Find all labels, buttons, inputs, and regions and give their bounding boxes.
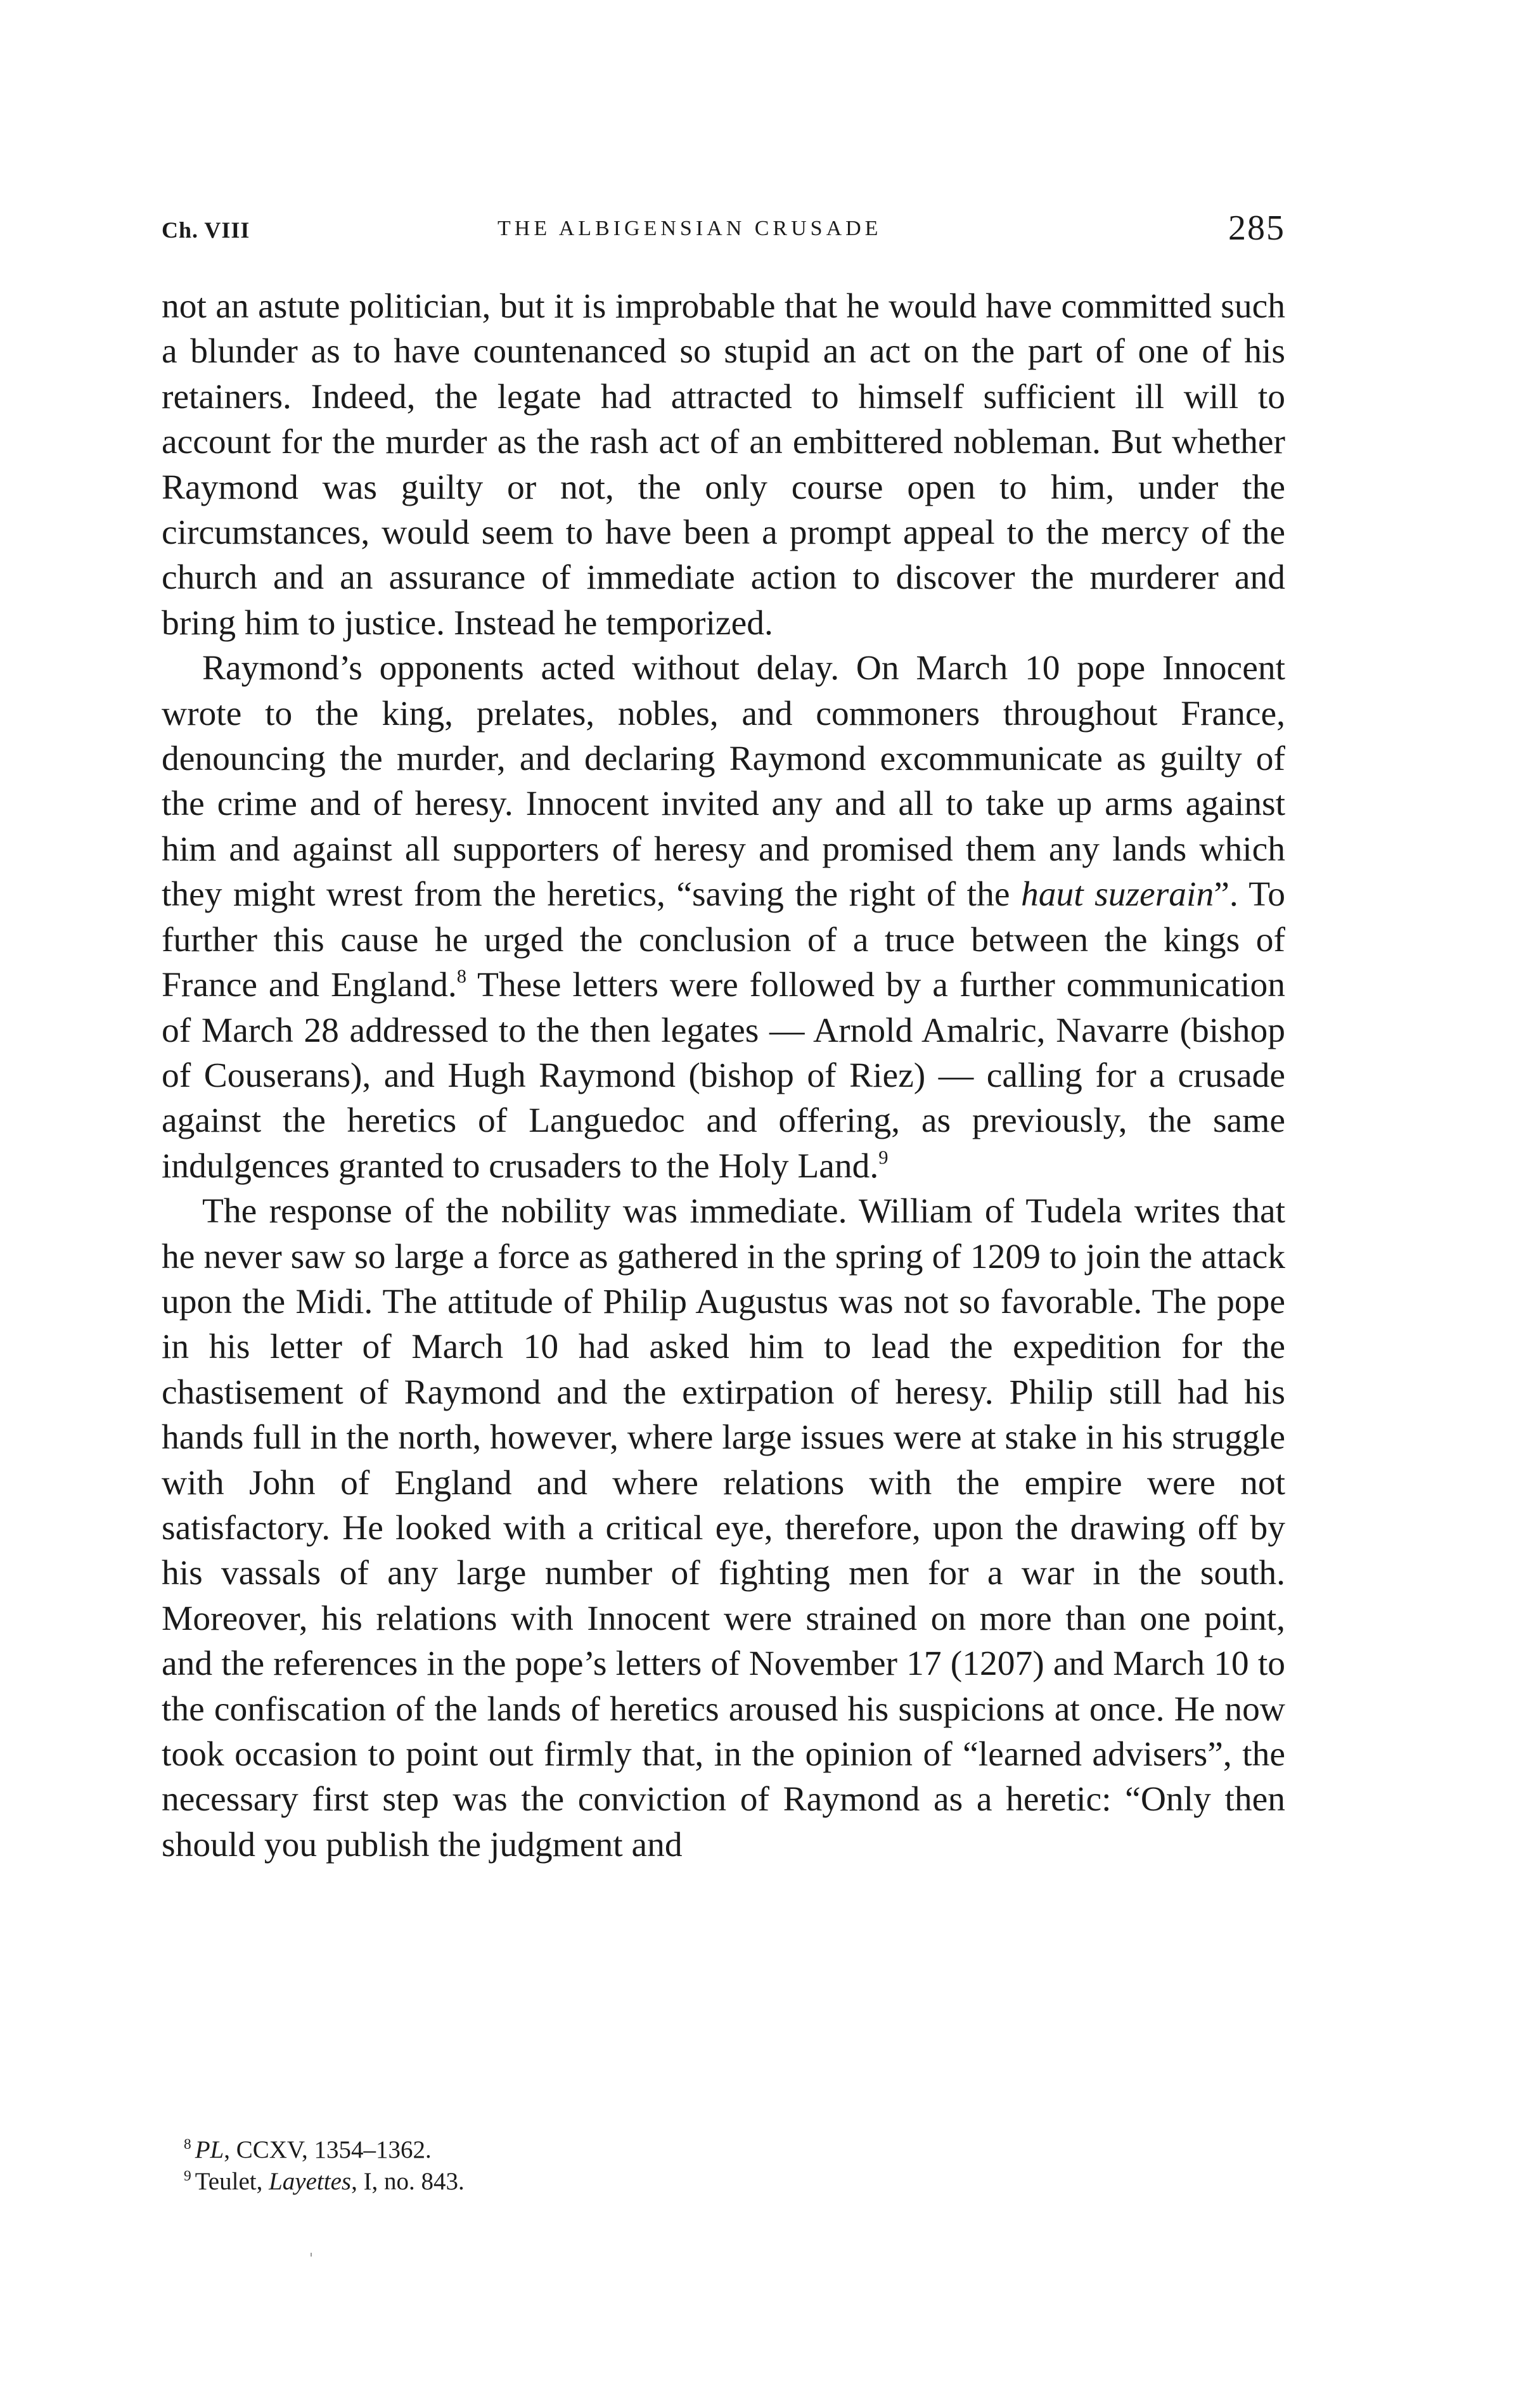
body-text	[162, 284, 1285, 1867]
text-run: Teulet,	[195, 2168, 269, 2195]
page-number: 285	[1228, 208, 1285, 248]
text-run: ”. To further this cause he urged the conclusion of a truce between the kings of France and England.	[162, 875, 1285, 1005]
text-run: not an astute politician, but it is improbable that he would have committed such a blunder as to have countenanced so stupid an act on the part of one of his retainers. Indeed, the legate had attracted to himself sufficient ill will to account for the murder as the rash act of an embittered nobleman. But whether Raymond was guilty or not, the only course open to him, under the circumstances, would seem to have been a prompt appeal to the mercy of the church and an assurance of immediate action to discover the murderer and bring him to justice. Instead he temporized.	[162, 287, 1285, 643]
text-run: The response of the nobility was immediate. William of Tudela writes that he never saw so large a force as gathered in the spring of 1209 to join the attack upon the Midi. The attitude of Philip Augustus was not so favorable. The pope in his letter of March 10 had asked him to lead the expedition for the chastisement of Raymond and the extirpation of heresy. Philip still had his hands full in the north, however, where large issues were at stake in his struggle with John of England and where relations with the empire were not satisfactory. He looked with a critical eye, therefore, upon the drawing off by his vassals of any large number of fighting men for a war in the south. Moreover, his relations with Innocent were strained on more than one point, and the references in the pope’s letters of November 17 (1207) and March 10 to the confiscation of the lands of heretics aroused his suspicions at once. He now took occasion to point out firmly that, in the opinion of “learned advisers”, the necessary first step was the conviction of Raymond as a heretic: “Only then should you publish the judgment and	[162, 1192, 1285, 1864]
footnote-ref: 9	[878, 1146, 889, 1169]
footnote	[184, 2134, 1261, 2166]
text-run: , I, no. 843.	[351, 2168, 465, 2195]
running-header	[162, 208, 1285, 259]
chapter-label: Ch. VIII	[162, 217, 250, 243]
footnote-number: 9	[184, 2167, 191, 2184]
paragraph	[162, 1189, 1285, 1867]
footnote-number: 8	[184, 2136, 191, 2153]
running-title: THE ALBIGENSIAN CRUSADE	[497, 217, 882, 240]
footnote	[184, 2166, 1261, 2198]
paragraph	[162, 646, 1285, 1189]
italic-text: Layettes	[269, 2168, 352, 2195]
text-run: , CCXV, 1354–1362.	[224, 2136, 432, 2163]
italic-text: haut suzerain	[1020, 875, 1214, 914]
paragraph	[162, 284, 1285, 646]
italic-text: PL	[195, 2136, 224, 2163]
footnote-ref: 8	[456, 965, 467, 987]
page-speck	[311, 2253, 312, 2257]
text-run: Raymond’s opponents acted without delay. On March 10 pope Innocent wrote to the king, prelates, nobles, and commoners throughout France, denouncing the murder, and declaring Raymond excommunicate as guilty of the crime and of heresy. Innocent invited any and all to take up arms against him and against all supporters of heresy and promised them any lands which they might wrest from the heretics, “saving the right of the	[162, 649, 1285, 914]
footnotes	[184, 2134, 1261, 2198]
text-run: These letters were followed by a further communication of March 28 addressed to the then legates — Arnold Amalric, Navarre (bishop of Couserans), and Hugh Raymond (bishop of Riez) — calling for a crusade against the heretics of Languedoc and offering, as previously, the same indulgences granted to crusaders to the Holy Land.	[162, 966, 1285, 1186]
